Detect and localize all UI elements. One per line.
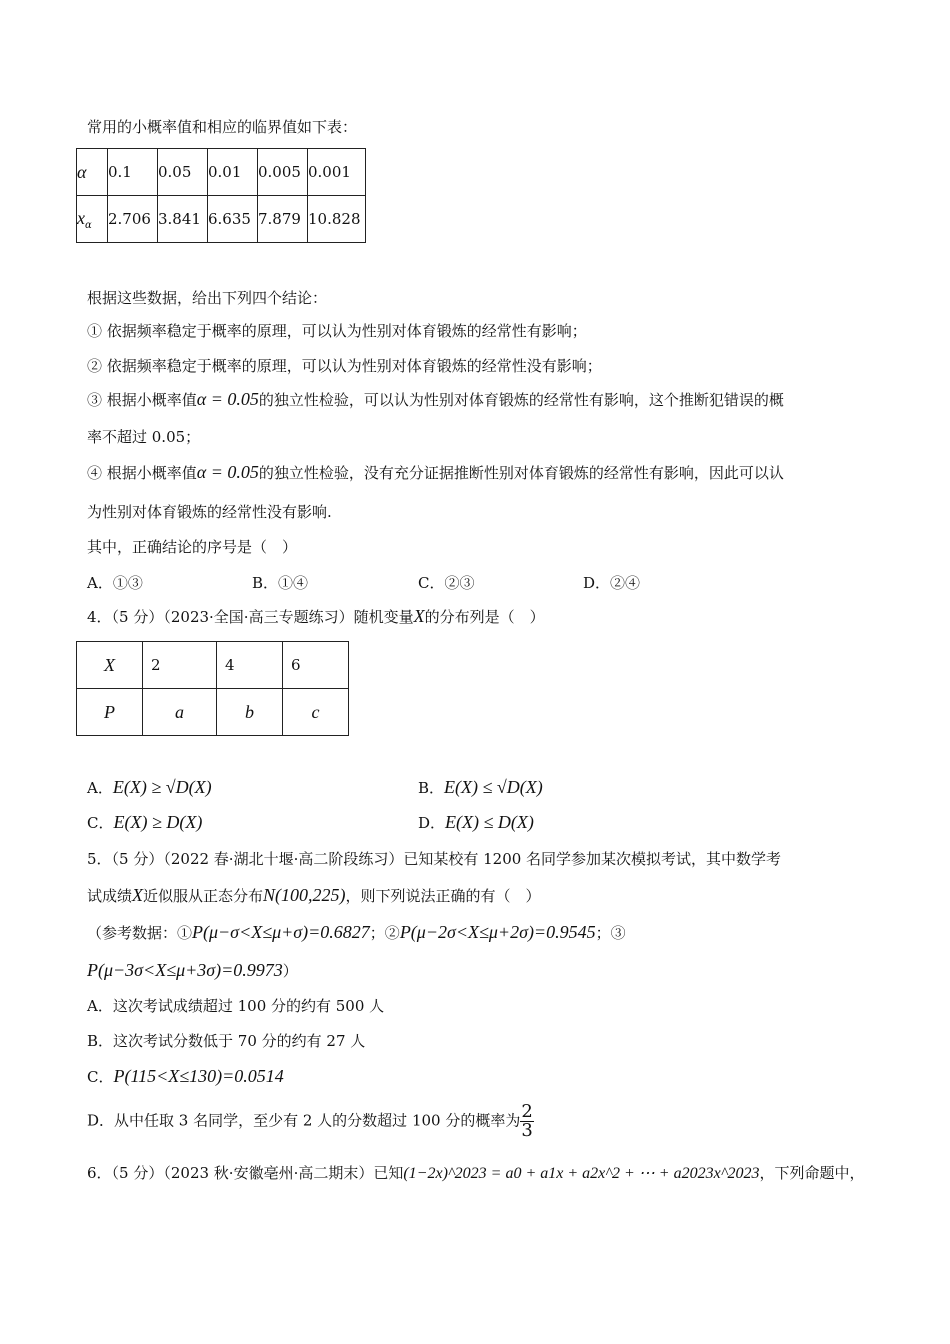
table-row [77, 642, 349, 689]
table-cell: a [143, 689, 217, 736]
table-cell: X [77, 642, 143, 689]
table-cell: 0.005 [258, 149, 308, 196]
fraction: $\frac{2}{3}$ [521, 1101, 533, 1141]
q3-option-a[interactable]: A．①③ [87, 574, 143, 592]
q3-option-b[interactable]: B．①④ [252, 574, 309, 592]
table-cell: 10.828 [308, 196, 366, 243]
q4-option-a[interactable]: A．E(X) ≥ √D(X) [87, 777, 212, 797]
table-cell: b [217, 689, 283, 736]
table-cell: $x_\alpha$ [77, 196, 108, 243]
q5-option-c[interactable]: C．P(115<X≤130)=0.0514 [87, 1066, 284, 1086]
q3-conclusion-4: ④ 根据小概率值α = 0.05的独立性检验，没有充分证据推断性别对体育锻炼的经常性有影响，因此可以认 [87, 462, 784, 482]
critical-value-table [76, 148, 366, 243]
q6-stem: 6．（5 分）（2023 秋·安徽亳州·高二期末）已知(1−2x)^2023 = a0 + a1x + a2x^2 + ⋯ + a2023x^2023，下列命题中， [87, 1164, 865, 1182]
q4-option-d[interactable]: D．E(X) ≤ D(X) [418, 812, 534, 832]
q4-option-c[interactable]: C．E(X) ≥ D(X) [87, 812, 203, 832]
table-cell: 7.879 [258, 196, 308, 243]
q3-lead: 根据这些数据，给出下列四个结论： [87, 289, 328, 307]
q5-reference-data: （参考数据：①P(μ−σ<X≤μ+σ)=0.6827；②P(μ−2σ<X≤μ+2σ)=0.9545；③ [87, 922, 626, 942]
table-cell: 2.706 [108, 196, 158, 243]
intro-text: 常用的小概率值和相应的临界值如下表： [87, 118, 358, 136]
q3-question: 其中，正确结论的序号是（ ） [87, 538, 298, 556]
table-cell: 0.01 [208, 149, 258, 196]
table-row [77, 196, 366, 243]
q5-reference-data-cont: P(μ−3σ<X≤μ+3σ)=0.9973） [87, 960, 298, 980]
q5-option-b[interactable]: B．这次考试分数低于 70 分的约有 27 人 [87, 1032, 366, 1050]
q3-option-d[interactable]: D．②④ [583, 574, 641, 592]
table-cell: 4 [217, 642, 283, 689]
q3-conclusion-2: ② 依据频率稳定于概率的原理，可以认为性别对体育锻炼的经常性没有影响； [87, 357, 602, 375]
q4-stem: 4．（5 分）（2023·全国·高三专题练习）随机变量X的分布列是（ ） [87, 606, 545, 626]
q3-option-c[interactable]: C．②③ [418, 574, 475, 592]
table-cell: 6 [283, 642, 349, 689]
q5-stem-line1: 5．（5 分）（2022 春·湖北十堰·高二阶段练习）已知某校有 1200 名同学参加某次模拟考试，其中数学考 [87, 850, 782, 868]
q3-conclusion-3-cont: 率不超过 0.05； [87, 428, 201, 446]
q5-option-a[interactable]: A．这次考试成绩超过 100 分的约有 500 人 [87, 997, 385, 1015]
q4-option-b[interactable]: B．E(X) ≤ √D(X) [418, 777, 543, 797]
q3-conclusion-4-cont: 为性别对体育锻炼的经常性没有影响. [87, 503, 332, 521]
table-row [77, 689, 349, 736]
q5-option-d[interactable]: D．从中任取 3 名同学，至少有 2 人的分数超过 100 分的概率为 $\frac{2}{3}$ [87, 1101, 533, 1141]
table-row [77, 149, 366, 196]
table-cell: 6.635 [208, 196, 258, 243]
q3-conclusion-1: ① 依据频率稳定于概率的原理，可以认为性别对体育锻炼的经常性有影响； [87, 322, 587, 340]
table-cell: 3.841 [158, 196, 208, 243]
table-cell: 0.1 [108, 149, 158, 196]
q5-stem-line2: 试成绩X近似服从正态分布N(100,225)，则下列说法正确的有（ ） [87, 885, 541, 905]
distribution-table [76, 641, 349, 736]
table-cell: 0.05 [158, 149, 208, 196]
table-cell: P [77, 689, 143, 736]
q3-conclusion-3: ③ 根据小概率值α = 0.05的独立性检验，可以认为性别对体育锻炼的经常性有影响，这个推断犯错误的概 [87, 389, 784, 409]
table-cell: α [77, 149, 108, 196]
table-cell: c [283, 689, 349, 736]
table-cell: 2 [143, 642, 217, 689]
table-cell: 0.001 [308, 149, 366, 196]
